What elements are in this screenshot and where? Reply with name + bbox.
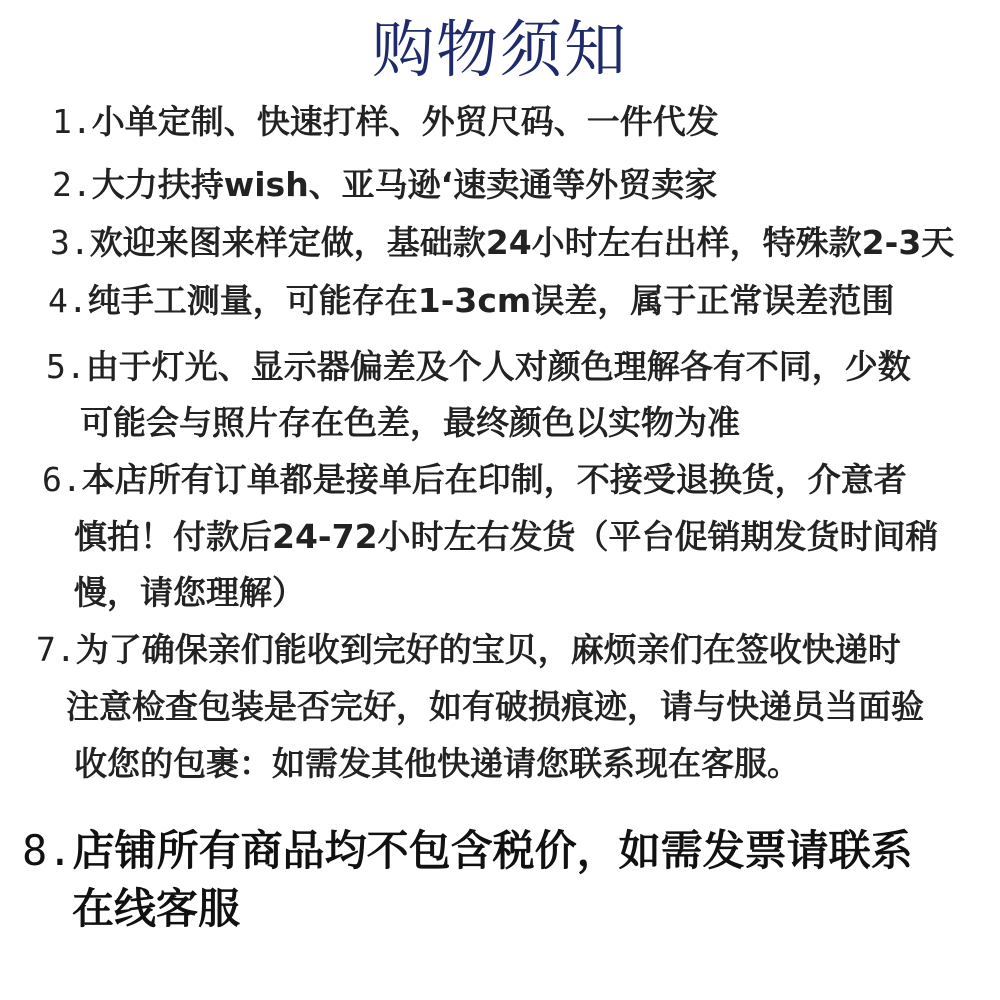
item-number: 1. <box>52 102 92 141</box>
notice-item-7 <box>36 630 901 670</box>
item-text: 本店所有订单都是接单后在印制，不接受退换货，介意者 <box>81 460 907 499</box>
item-text: 欢迎来图来样定做，基础款24小时左右出样，特殊款2-3天 <box>89 223 955 262</box>
item-text: 店铺所有商品均不包含税价，如需发票请联系 <box>72 826 913 875</box>
item-text: 小单定制、快速打样、外贸尺码、一件代发 <box>91 102 719 141</box>
item-text: 为了确保亲们能收到完好的宝贝，麻烦亲们在签收快递时 <box>75 630 901 669</box>
notice-item-5 <box>46 347 911 387</box>
page-title: 购物须知 <box>371 13 628 86</box>
notice-item-3 <box>50 223 954 263</box>
item-text: 由于灯光、显示器偏差及个人对颜色理解各有不同，少数 <box>85 347 911 386</box>
item-number: 5. <box>46 347 86 386</box>
notice-item-4 <box>48 281 894 321</box>
notice-item-6-continued: 慎拍！付款后24-72小时左右发货（平台促销期发货时间稍 <box>74 517 939 556</box>
item-number: 2. <box>52 165 92 204</box>
notice-item-2 <box>52 165 717 205</box>
notice-item-8-continued: 在线客服 <box>72 884 241 933</box>
item-number: 6. <box>42 460 82 499</box>
notice-item-8 <box>22 826 913 876</box>
item-number: 3. <box>50 223 90 262</box>
notice-item-7-continued: 注意检查包装是否完好，如有破损痕迹，请与快递员当面验 <box>66 687 924 726</box>
item-number: 8. <box>22 826 73 875</box>
item-text: 大力扶持wish、亚马逊‘速卖通等外贸卖家 <box>91 165 718 204</box>
notice-item-5-continued: 可能会与照片存在色差，最终颜色以实物为准 <box>80 403 740 442</box>
item-number: 4. <box>48 281 88 320</box>
item-text: 纯手工测量，可能存在1-3cm误差，属于正常误差范围 <box>87 281 895 320</box>
notice-item-7-continued-2: 收您的包裹：如需发其他快递请您联系现在客服。 <box>74 744 800 783</box>
item-number: 7. <box>36 630 76 669</box>
notice-item-6 <box>42 460 907 500</box>
notice-item-1 <box>52 102 719 142</box>
notice-item-6-continued-2: 慢，请您理解） <box>74 573 305 612</box>
